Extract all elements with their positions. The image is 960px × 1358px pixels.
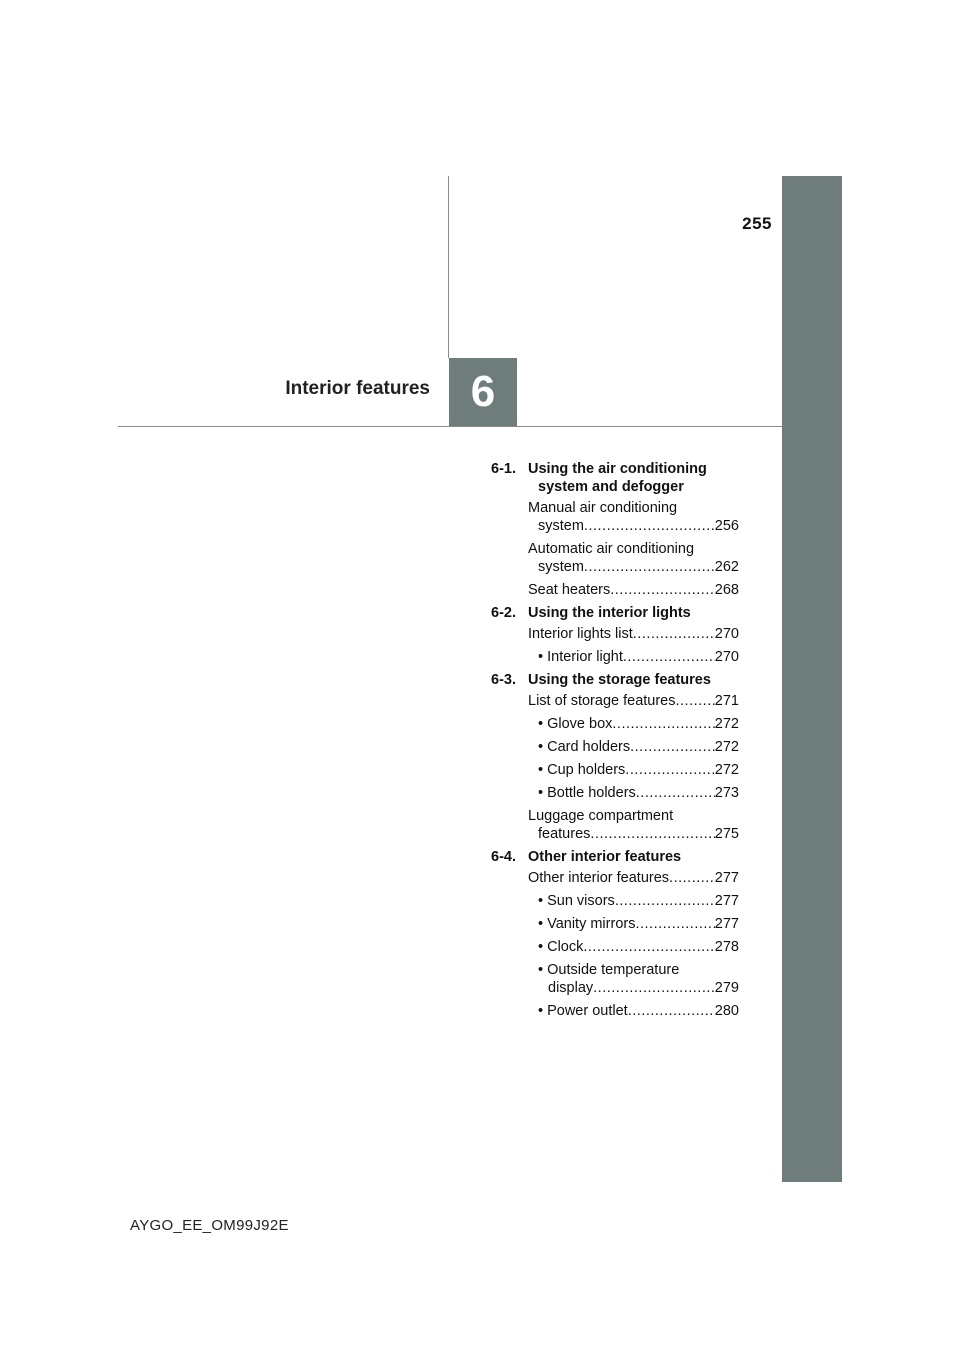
document-code-footer: AYGO_EE_OM99J92E (130, 1217, 289, 1234)
entry-page: 268 (714, 582, 739, 598)
chapter-side-tab (782, 176, 842, 1182)
entry-title: • Power outlet (538, 1003, 628, 1019)
section-number: 6-2. (491, 605, 516, 621)
entry-page: 272 (714, 762, 739, 778)
vertical-rule (448, 176, 449, 358)
entry-title: • Cup holders (538, 762, 626, 778)
section-title: Using the interior lights (528, 605, 691, 621)
toc-entry[interactable] (528, 869, 739, 887)
chapter-number-box: 6 (449, 358, 517, 426)
entry-title: Manual air conditioning (528, 500, 678, 516)
toc-entry[interactable] (528, 499, 739, 535)
entry-title: • Vanity mirrors (538, 916, 636, 932)
toc-subentry[interactable] (538, 761, 739, 779)
entry-page: 279 (714, 980, 739, 996)
entry-title-cont: display (548, 980, 594, 996)
toc-entry[interactable] (528, 540, 739, 576)
entry-page: 262 (714, 559, 739, 575)
section-title-cont: system and defogger (538, 479, 684, 495)
entry-title: • Clock (538, 939, 584, 955)
entry-title: • Sun visors (538, 893, 615, 909)
toc-subentry[interactable] (538, 1002, 739, 1020)
entry-page: 277 (714, 870, 739, 886)
page-number: 255 (742, 214, 772, 233)
toc-entry[interactable] (528, 807, 739, 843)
entry-page: 278 (714, 939, 739, 955)
entry-title: • Interior light (538, 649, 623, 665)
entry-title: • Outside temperature (538, 962, 680, 978)
toc-subentry[interactable] (538, 715, 739, 733)
section-number: 6-1. (491, 461, 516, 477)
entry-title: Interior lights list (528, 626, 633, 642)
entry-page: 273 (714, 785, 739, 801)
toc-subentry[interactable] (538, 738, 739, 756)
entry-page: 272 (714, 716, 739, 732)
toc-entry[interactable] (528, 625, 739, 643)
entry-title: Automatic air conditioning (528, 541, 695, 557)
section-title: Other interior features (528, 849, 682, 865)
toc-section-6-1[interactable] (491, 460, 739, 496)
toc-entry[interactable] (528, 692, 739, 710)
section-number: 6-3. (491, 672, 516, 688)
entry-title: Seat heaters (528, 582, 611, 598)
entry-title-cont: system (538, 518, 584, 534)
entry-title-cont: features (538, 826, 591, 842)
toc-subentry[interactable] (538, 961, 739, 997)
entry-title: • Glove box (538, 716, 613, 732)
entry-title: List of storage features (528, 693, 676, 709)
section-title: Using the air conditioning (528, 461, 707, 477)
entry-page: 272 (714, 739, 739, 755)
entry-title-cont: system (538, 559, 584, 575)
toc-subentry[interactable] (538, 915, 739, 933)
section-number: 6-4. (491, 849, 516, 865)
horizontal-rule (118, 426, 782, 427)
toc-subentry[interactable] (538, 648, 739, 666)
entry-page: 280 (714, 1003, 739, 1019)
table-of-contents (491, 460, 739, 1025)
entry-title: Luggage compartment (528, 808, 674, 824)
toc-section-6-4[interactable] (491, 848, 739, 866)
entry-page: 271 (714, 693, 739, 709)
toc-subentry[interactable] (538, 784, 739, 802)
entry-title: Other interior features (528, 870, 670, 886)
toc-section-6-2[interactable] (491, 604, 739, 622)
entry-title: • Bottle holders (538, 785, 636, 801)
chapter-title: Interior features (285, 378, 430, 399)
entry-page: 277 (714, 916, 739, 932)
toc-subentry[interactable] (538, 938, 739, 956)
entry-page: 275 (714, 826, 739, 842)
toc-subentry[interactable] (538, 892, 739, 910)
section-title: Using the storage features (528, 672, 711, 688)
toc-section-6-3[interactable] (491, 671, 739, 689)
entry-page: 256 (714, 518, 739, 534)
entry-title: • Card holders (538, 739, 631, 755)
entry-page: 277 (714, 893, 739, 909)
toc-entry[interactable] (528, 581, 739, 599)
entry-page: 270 (714, 626, 739, 642)
entry-page: 270 (714, 649, 739, 665)
